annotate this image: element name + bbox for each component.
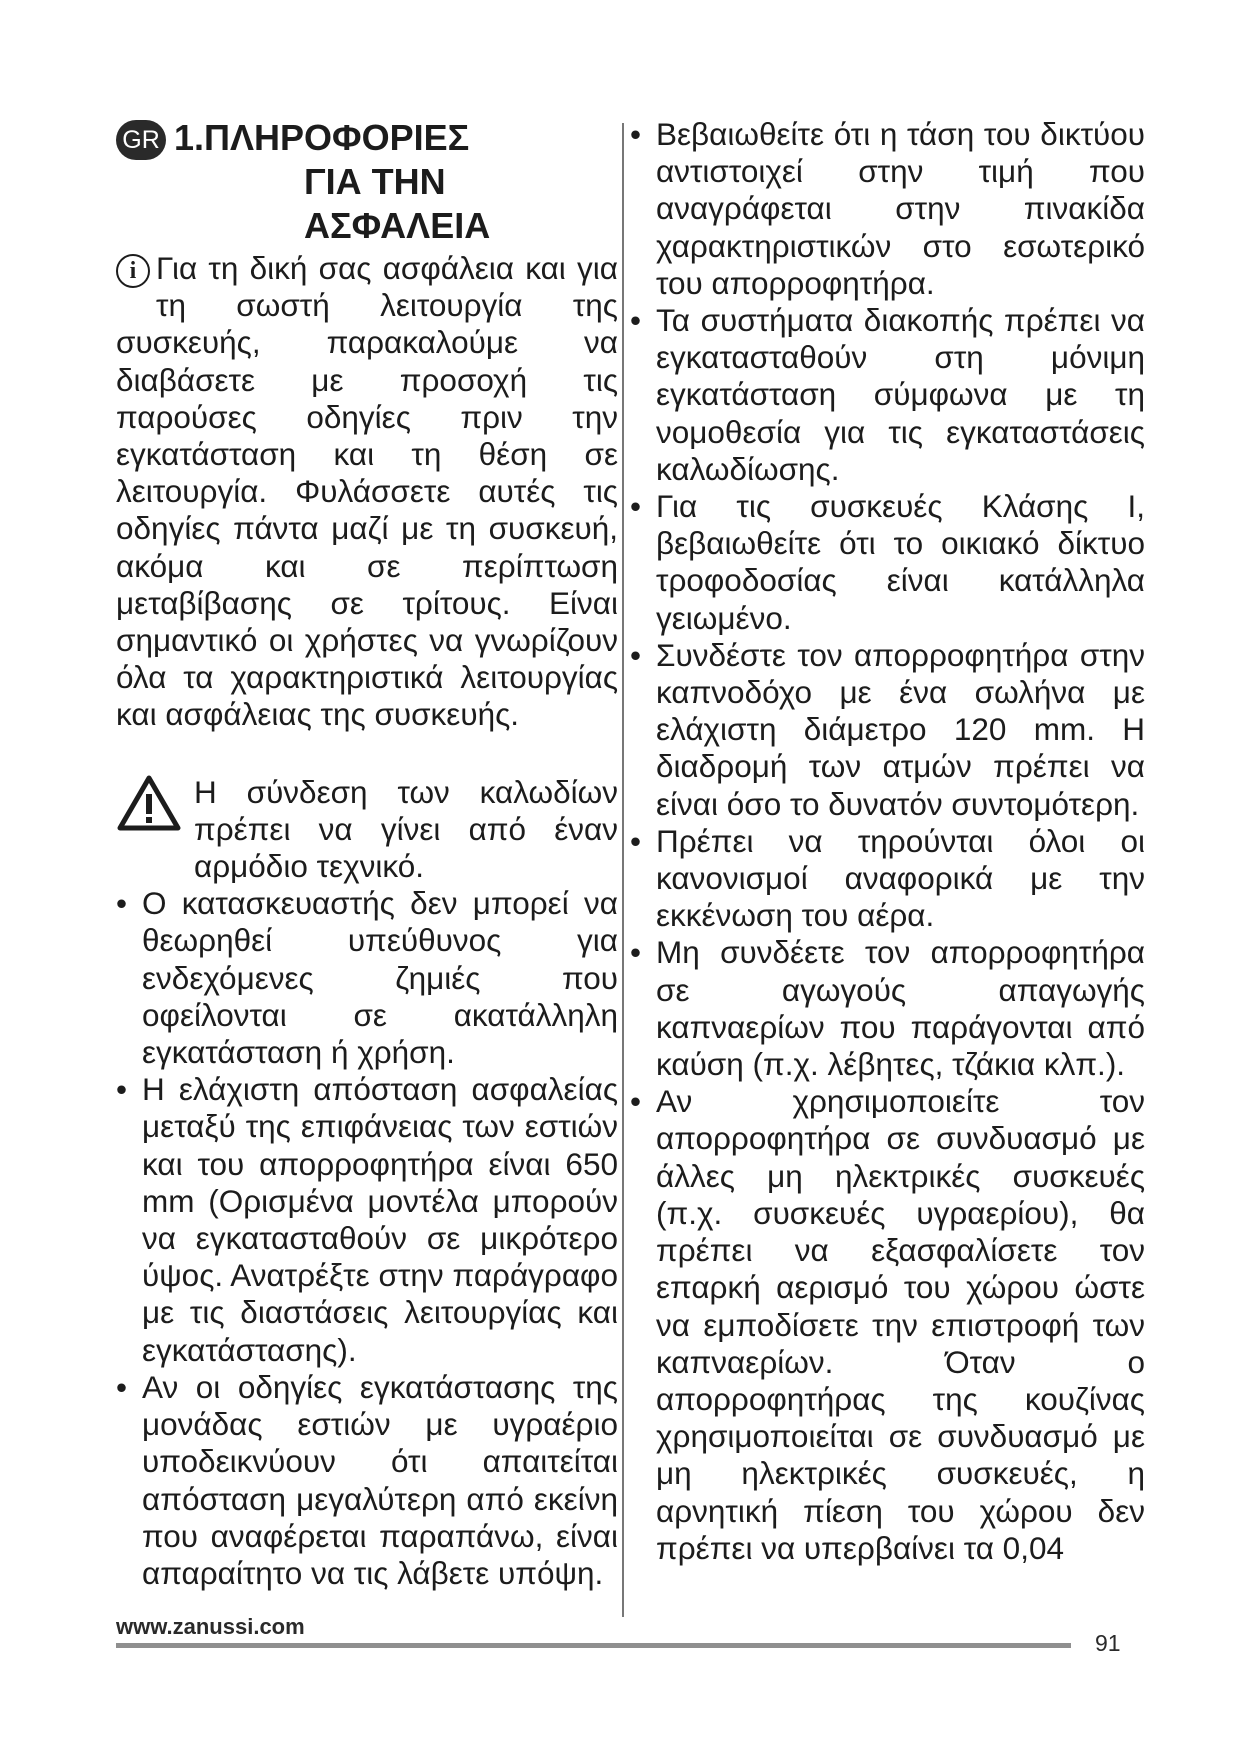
list-item: • Η ελάχιστη απόσταση ασφαλείας μεταξύ της επιφάνειας των εστιών και του απορροφητήρα είναι 650 mm (Ορισμένα μοντέλα μπορούν να εγκατασταθούν σε μικρότερο ύψος. Ανατρέξτε στην παράγραφο με τις διαστάσεις λειτουργίας και εγκατάστασης). — [116, 1071, 618, 1369]
warning-triangle-icon — [116, 774, 182, 832]
list-item: • Για τις συσκευές Κλάσης I, βεβαιωθείτε ότι το οικιακό δίκτυο τροφοδοσίας είναι κατάλληλα γειωμένο. — [630, 488, 1145, 637]
language-badge: GR — [116, 120, 166, 160]
warning-block — [116, 774, 618, 886]
list-item: • Βεβαιωθείτε ότι η τάση του δικτύου αντιστοιχεί στην τιμή που αναγράφεται στην πινακίδα χαρακτηριστικών στο εσωτερικό του απορροφητήρα. — [630, 116, 1145, 302]
intro-text: Για τη δική σας ασφάλεια και για τη σωστή λειτουργία της συσκευής, παρακαλούμε να διαβάσετε με προσοχή τις παρούσες οδηγίες πριν την εγκατάσταση και τη θέση σε λειτουργία. Φυλάσσετε αυτές τις οδηγίες πάντα μαζί με τη συσκευή, ακόμα και σε περίπτωση μεταβίβασης σε τρίτους. Είναι σημαντικό οι χρήστες να γνωρίζουν όλα τα χαρακτηριστικά λειτουργίας και ασφάλειας της συσκευής. — [116, 250, 618, 733]
section-title-line1: 1.ΠΛΗΡΟΦΟΡΙΕΣ — [174, 117, 470, 158]
list-item: • Πρέπει να τηρούνται όλοι οι κανονισμοί αναφορικά με την εκκένωση του αέρα. — [630, 823, 1145, 935]
right-column — [630, 116, 1145, 1567]
footer-rule — [116, 1643, 1071, 1648]
left-column — [116, 116, 618, 1592]
right-bullet-list — [630, 116, 1145, 1567]
list-item: • Αν χρησιμοποιείτε τον απορροφητήρα σε συνδυασμό με άλλες μη ηλεκτρικές συσκευές (π.χ. συσκευές υγραερίου), θα πρέπει να εξασφαλίσετε τον επαρκή αερισμό του χώρου ώστε να εμποδίσετε την επιστροφή των καπναερίων. Όταν ο απορροφητήρας της κουζίνας χρησιμοποιείται σε συνδυασμό με μη ηλεκτρικές συσκευές, η αρνητική πίεση του χώρου δεν πρέπει να υπερβαίνει τα 0,04 — [630, 1083, 1145, 1567]
list-item: • Αν οι οδηγίες εγκατάστασης της μονάδας εστιών με υγραέριο υποδεικνύουν ότι απαιτείται απόσταση μεγαλύτερη από εκείνη που αναφέρεται παραπάνω, είναι απαραίτητο να τις λάβετε υπόψη. — [116, 1369, 618, 1592]
left-bullet-list — [116, 885, 618, 1592]
section-title-line2: ΓΙΑ ΤΗΝ ΑΣΦΑΛΕΙΑ — [304, 161, 491, 246]
list-item: • Τα συστήματα διακοπής πρέπει να εγκατασταθούν στη μόνιμη εγκατάσταση σύμφωνα με τη νομοθεσία για τις εγκαταστάσεις καλωδίωσης. — [630, 302, 1145, 488]
list-item: • Ο κατασκευαστής δεν μπορεί να θεωρηθεί υπεύθυνος για ενδεχόμενες ζημιές που οφείλονται σε ακατάλληλη εγκατάσταση ή χρήση. — [116, 885, 618, 1071]
footer-url: www.zanussi.com — [116, 1614, 305, 1639]
page-number: 91 — [1095, 1630, 1121, 1656]
info-icon: i — [116, 254, 150, 288]
column-divider — [622, 123, 624, 1617]
section-title — [174, 116, 618, 248]
warning-text: Η σύνδεση των καλωδίων πρέπει να γίνει από έναν αρμόδιο τεχνικό. — [194, 773, 618, 885]
section-header — [116, 116, 618, 248]
list-item: • Μη συνδέετε τον απορροφητήρα σε αγωγούς απαγωγής καπναερίων που παράγονται από καύση (π.χ. λέβητες, τζάκια κλπ.). — [630, 934, 1145, 1083]
intro-paragraph — [116, 250, 618, 734]
list-item: • Συνδέστε τον απορροφητήρα στην καπνοδόχο με ένα σωλήνα με ελάχιστη διάμετρο 120 mm. Η διαδρομή των ατμών πρέπει να είναι όσο το δυνατόν συντομότερη. — [630, 637, 1145, 823]
